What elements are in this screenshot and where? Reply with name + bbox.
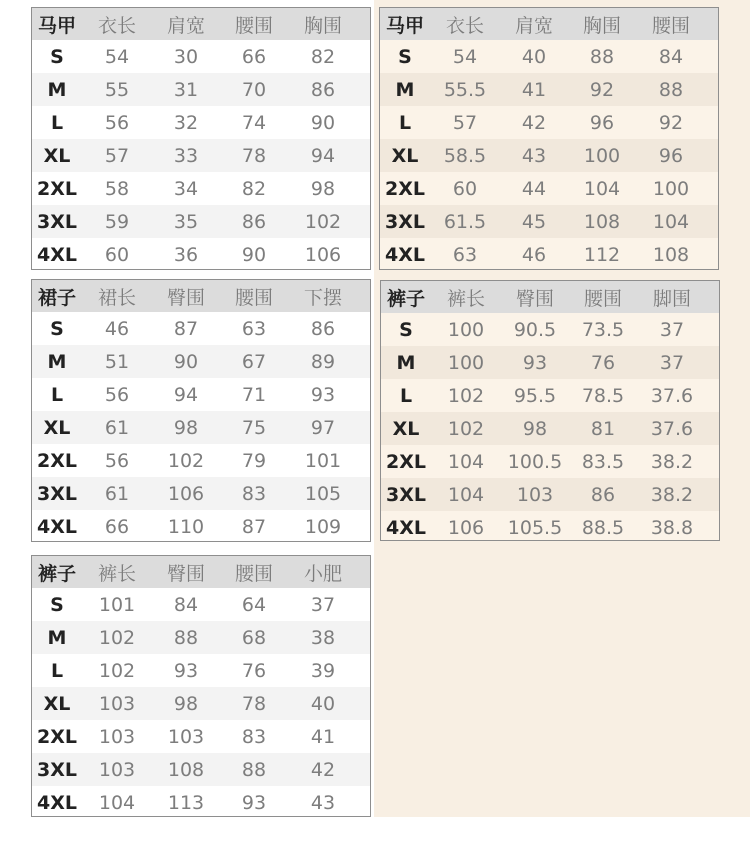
header-cell: 衣长 (445, 14, 484, 37)
header-cell: 马甲 (37, 14, 76, 37)
size-label: L (50, 111, 64, 134)
table-cell: 90 (310, 111, 336, 134)
table-cell: 100 (583, 144, 621, 167)
table-row (381, 445, 719, 478)
table-row (32, 345, 370, 378)
table-cell: 104 (447, 483, 485, 506)
table-cell: 79 (241, 449, 267, 472)
table-cell: 37 (659, 318, 685, 341)
table-row (32, 205, 370, 238)
table-cell: 78.5 (581, 384, 625, 407)
table-cell: 100 (447, 351, 485, 374)
size-label: M (47, 78, 67, 101)
size-label: XL (43, 144, 71, 167)
size-label: S (399, 318, 413, 341)
table-row (381, 511, 719, 544)
size-label: 4XL (386, 516, 426, 539)
table-cell: 45 (521, 210, 547, 233)
table-cell: 103 (98, 725, 136, 748)
table-cell: 34 (173, 177, 199, 200)
table-cell: 96 (658, 144, 684, 167)
table-row (32, 753, 370, 786)
table-cell: 100.5 (507, 450, 563, 473)
size-label: M (395, 78, 415, 101)
size-label: S (50, 45, 64, 68)
table-cell: 37.6 (650, 384, 694, 407)
table-cell: 37 (310, 593, 336, 616)
table-cell: 102 (447, 384, 485, 407)
table-cell: 76 (241, 659, 267, 682)
table-cell: 74 (241, 111, 267, 134)
size-label: XL (43, 692, 71, 715)
table-cell: 55 (104, 78, 130, 101)
table-row (381, 379, 719, 412)
table-cell: 46 (521, 243, 547, 266)
size-label: 4XL (37, 791, 77, 814)
pants-size-table-2 (31, 555, 371, 817)
table-row (32, 588, 370, 621)
table-cell: 87 (241, 515, 267, 538)
table-cell: 103 (516, 483, 554, 506)
table-cell: 105.5 (507, 516, 563, 539)
header-cell: 裙子 (37, 286, 76, 309)
table-cell: 64 (241, 593, 267, 616)
size-label: M (396, 351, 416, 374)
table-cell: 76 (590, 351, 616, 374)
table-cell: 81 (590, 417, 616, 440)
header-cell: 裙长 (97, 286, 136, 309)
table-cell: 59 (104, 210, 130, 233)
table-cell: 75 (241, 416, 267, 439)
table-cell: 36 (173, 243, 199, 266)
table-row (32, 444, 370, 477)
table-row (32, 238, 370, 271)
table-cell: 102 (447, 417, 485, 440)
header-cell: 下摆 (303, 286, 342, 309)
table-cell: 109 (304, 515, 342, 538)
vest-size-table-2 (379, 7, 719, 270)
table-cell: 93 (522, 351, 548, 374)
table-cell: 35 (173, 210, 199, 233)
table-cell: 38.2 (650, 483, 694, 506)
table-cell: 86 (590, 483, 616, 506)
header-cell: 腰围 (583, 287, 622, 310)
table-cell: 110 (167, 515, 205, 538)
table-cell: 90.5 (513, 318, 557, 341)
size-label: 3XL (385, 210, 425, 233)
header-cell: 腰围 (651, 14, 690, 37)
table-row (32, 411, 370, 444)
header-cell: 裤长 (446, 287, 485, 310)
table-cell: 93 (310, 383, 336, 406)
table-row (32, 687, 370, 720)
table-row (32, 73, 370, 106)
size-label: 3XL (386, 483, 426, 506)
table-cell: 103 (167, 725, 205, 748)
table-cell: 93 (173, 659, 199, 682)
table-cell: 102 (167, 449, 205, 472)
size-label: XL (43, 416, 71, 439)
table-cell: 108 (652, 243, 690, 266)
size-label: 4XL (385, 243, 425, 266)
header-cell: 臀围 (515, 287, 554, 310)
table-cell: 61 (104, 416, 130, 439)
table-header-row (32, 8, 370, 40)
size-label: S (50, 593, 64, 616)
table-cell: 40 (310, 692, 336, 715)
table-cell: 96 (589, 111, 615, 134)
size-label: 2XL (37, 449, 77, 472)
table-cell: 43 (521, 144, 547, 167)
table-row (380, 205, 718, 238)
table-header-row (380, 8, 718, 40)
table-cell: 42 (521, 111, 547, 134)
table-cell: 56 (104, 449, 130, 472)
table-row (32, 720, 370, 753)
table-cell: 98 (173, 692, 199, 715)
table-cell: 40 (521, 45, 547, 68)
size-label: M (47, 626, 67, 649)
table-cell: 104 (98, 791, 136, 814)
skirt-size-table (31, 279, 371, 542)
table-row (381, 313, 719, 346)
header-cell: 胸围 (582, 14, 621, 37)
size-label: L (50, 659, 64, 682)
size-label: 3XL (37, 210, 77, 233)
table-cell: 86 (310, 78, 336, 101)
header-cell: 裤子 (386, 287, 425, 310)
table-cell: 92 (589, 78, 615, 101)
table-cell: 60 (104, 243, 130, 266)
table-row (380, 40, 718, 73)
table-row (32, 312, 370, 345)
table-row (381, 346, 719, 379)
table-cell: 86 (241, 210, 267, 233)
size-label: 4XL (37, 243, 77, 266)
table-cell: 88 (173, 626, 199, 649)
table-cell: 67 (241, 350, 267, 373)
size-label: 4XL (37, 515, 77, 538)
table-cell: 31 (173, 78, 199, 101)
table-cell: 37 (659, 351, 685, 374)
size-label: S (398, 45, 412, 68)
table-cell: 108 (167, 758, 205, 781)
table-cell: 58.5 (443, 144, 487, 167)
table-cell: 44 (521, 177, 547, 200)
table-row (380, 238, 718, 271)
table-row (32, 106, 370, 139)
table-cell: 84 (658, 45, 684, 68)
size-label: 2XL (37, 177, 77, 200)
table-row (32, 40, 370, 73)
table-cell: 73.5 (581, 318, 625, 341)
table-cell: 86 (310, 317, 336, 340)
size-label: L (399, 384, 413, 407)
table-cell: 54 (104, 45, 130, 68)
table-header-row (32, 280, 370, 312)
table-cell: 90 (173, 350, 199, 373)
size-label: 2XL (386, 450, 426, 473)
size-label: M (47, 350, 67, 373)
table-cell: 83 (241, 725, 267, 748)
table-cell: 32 (173, 111, 199, 134)
size-label: 2XL (37, 725, 77, 748)
header-cell: 脚围 (652, 287, 691, 310)
table-cell: 90 (241, 243, 267, 266)
table-row (380, 106, 718, 139)
table-cell: 106 (304, 243, 342, 266)
table-cell: 37.6 (650, 417, 694, 440)
header-cell: 胸围 (303, 14, 342, 37)
table-cell: 60 (452, 177, 478, 200)
table-cell: 104 (583, 177, 621, 200)
table-cell: 43 (310, 791, 336, 814)
header-cell: 腰围 (234, 562, 273, 585)
table-cell: 98 (173, 416, 199, 439)
size-label: 2XL (385, 177, 425, 200)
table-row (32, 621, 370, 654)
table-cell: 84 (173, 593, 199, 616)
table-cell: 92 (658, 111, 684, 134)
table-header-row (381, 281, 719, 313)
table-row (32, 510, 370, 543)
table-cell: 93 (241, 791, 267, 814)
table-row (381, 412, 719, 445)
table-cell: 51 (104, 350, 130, 373)
table-cell: 30 (173, 45, 199, 68)
table-cell: 100 (652, 177, 690, 200)
size-label: L (398, 111, 412, 134)
table-cell: 95.5 (513, 384, 557, 407)
table-cell: 87 (173, 317, 199, 340)
header-cell: 马甲 (385, 14, 424, 37)
table-cell: 42 (310, 758, 336, 781)
table-cell: 104 (447, 450, 485, 473)
table-cell: 106 (447, 516, 485, 539)
table-row (380, 139, 718, 172)
table-cell: 82 (241, 177, 267, 200)
table-cell: 61.5 (443, 210, 487, 233)
table-cell: 103 (98, 692, 136, 715)
table-cell: 98 (522, 417, 548, 440)
table-cell: 63 (452, 243, 478, 266)
table-cell: 103 (98, 758, 136, 781)
header-cell: 肩宽 (514, 14, 553, 37)
table-cell: 38.2 (650, 450, 694, 473)
table-cell: 38 (310, 626, 336, 649)
table-cell: 88 (241, 758, 267, 781)
header-cell: 裤长 (97, 562, 136, 585)
table-cell: 89 (310, 350, 336, 373)
pants-size-table (380, 280, 720, 541)
table-cell: 63 (241, 317, 267, 340)
table-cell: 112 (583, 243, 621, 266)
table-cell: 106 (167, 482, 205, 505)
header-cell: 小肥 (303, 562, 342, 585)
table-cell: 104 (652, 210, 690, 233)
table-row (32, 172, 370, 205)
table-cell: 83.5 (581, 450, 625, 473)
table-cell: 102 (98, 626, 136, 649)
table-cell: 101 (304, 449, 342, 472)
table-cell: 94 (310, 144, 336, 167)
table-cell: 102 (304, 210, 342, 233)
table-cell: 70 (241, 78, 267, 101)
table-cell: 108 (583, 210, 621, 233)
size-label: 3XL (37, 482, 77, 505)
table-cell: 46 (104, 317, 130, 340)
vest-size-table (31, 7, 371, 270)
table-cell: 78 (241, 144, 267, 167)
table-row (32, 654, 370, 687)
table-header-row (32, 556, 370, 588)
table-cell: 57 (104, 144, 130, 167)
size-label: XL (391, 144, 419, 167)
table-cell: 102 (98, 659, 136, 682)
header-cell: 衣长 (97, 14, 136, 37)
header-cell: 腰围 (234, 14, 273, 37)
table-cell: 56 (104, 383, 130, 406)
table-cell: 82 (310, 45, 336, 68)
table-row (32, 139, 370, 172)
size-label: S (50, 317, 64, 340)
header-cell: 腰围 (234, 286, 273, 309)
table-cell: 88 (589, 45, 615, 68)
table-cell: 55.5 (443, 78, 487, 101)
table-cell: 56 (104, 111, 130, 134)
size-label: L (50, 383, 64, 406)
size-label: 3XL (37, 758, 77, 781)
header-cell: 臀围 (166, 562, 205, 585)
table-cell: 57 (452, 111, 478, 134)
size-label: XL (392, 417, 420, 440)
table-cell: 78 (241, 692, 267, 715)
table-cell: 38.8 (650, 516, 694, 539)
table-cell: 61 (104, 482, 130, 505)
table-cell: 105 (304, 482, 342, 505)
table-cell: 68 (241, 626, 267, 649)
table-cell: 58 (104, 177, 130, 200)
header-cell: 臀围 (166, 286, 205, 309)
table-cell: 97 (310, 416, 336, 439)
table-cell: 54 (452, 45, 478, 68)
table-cell: 113 (167, 791, 205, 814)
table-cell: 88 (658, 78, 684, 101)
table-cell: 98 (310, 177, 336, 200)
table-cell: 66 (104, 515, 130, 538)
table-cell: 33 (173, 144, 199, 167)
table-row (32, 378, 370, 411)
table-cell: 41 (310, 725, 336, 748)
table-cell: 41 (521, 78, 547, 101)
table-cell: 94 (173, 383, 199, 406)
header-cell: 裤子 (37, 562, 76, 585)
table-cell: 88.5 (581, 516, 625, 539)
table-cell: 66 (241, 45, 267, 68)
table-cell: 83 (241, 482, 267, 505)
table-cell: 39 (310, 659, 336, 682)
table-row (381, 478, 719, 511)
table-row (380, 172, 718, 205)
header-cell: 肩宽 (166, 14, 205, 37)
table-row (32, 477, 370, 510)
table-row (32, 786, 370, 819)
table-row (380, 73, 718, 106)
table-cell: 100 (447, 318, 485, 341)
table-cell: 101 (98, 593, 136, 616)
table-cell: 71 (241, 383, 267, 406)
